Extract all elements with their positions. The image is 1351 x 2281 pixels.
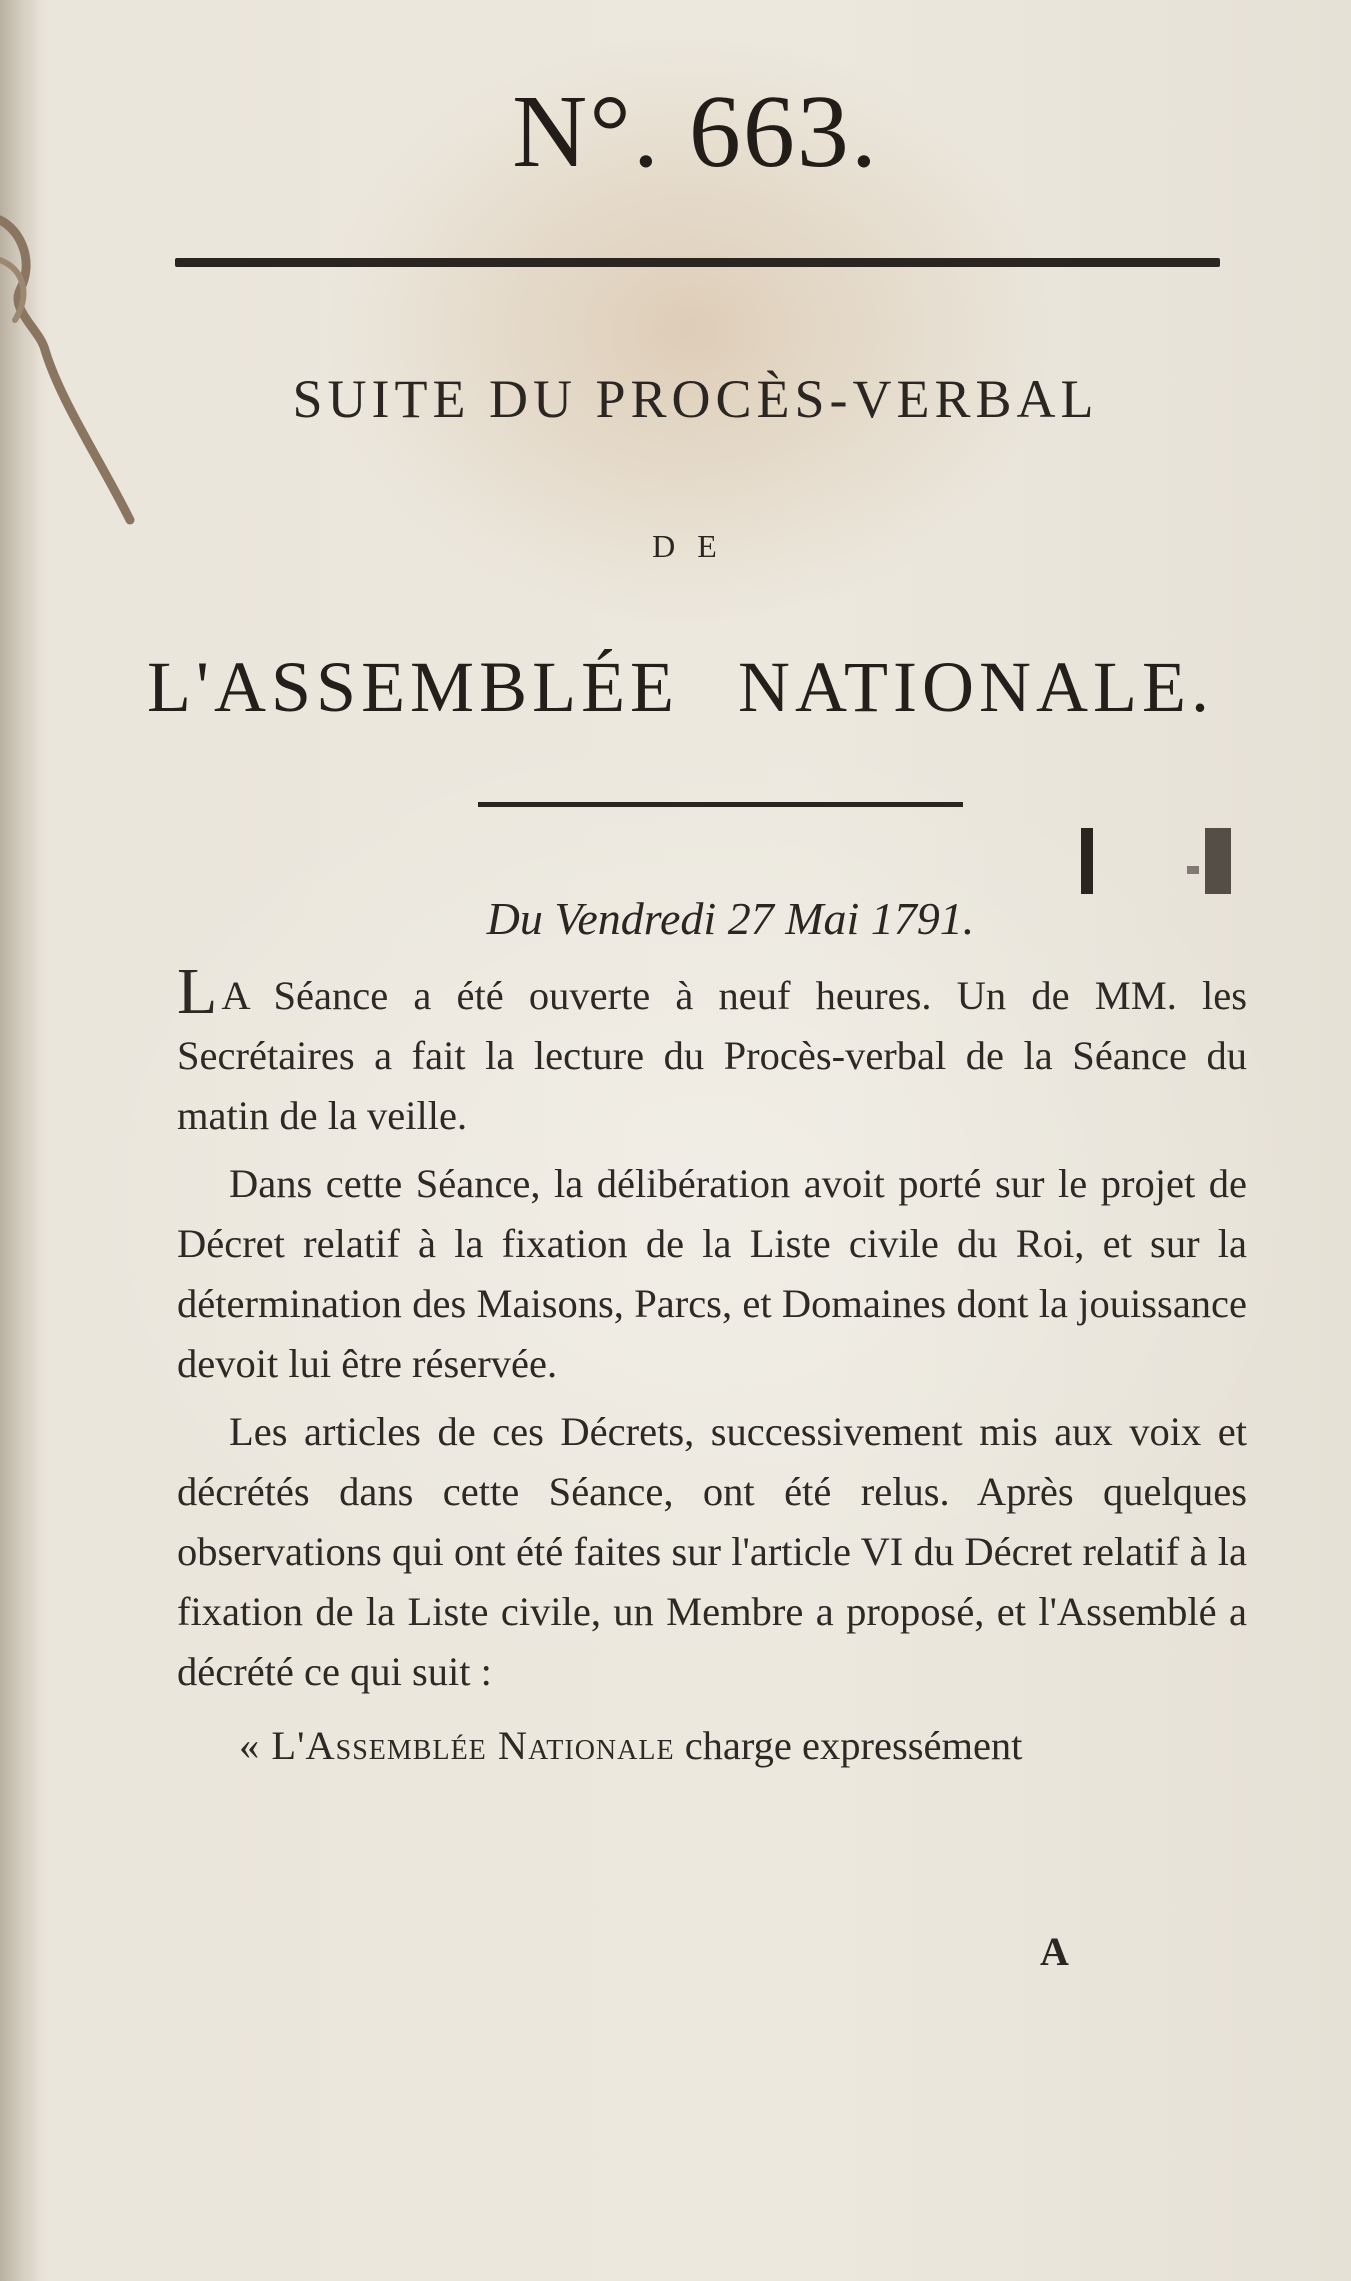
issue-number: N°. 663. (512, 74, 879, 189)
title-line-1: SUITE DU PROCÈS-VERBAL (292, 369, 1099, 429)
printer-marks (1075, 826, 1245, 896)
paragraph-1 (177, 955, 1247, 1146)
quote-opening: « L'Assemblée Nationale (239, 1723, 675, 1768)
signature-mark: A (1040, 1929, 1069, 1974)
middle-rule (478, 802, 963, 807)
binding-string (0, 200, 140, 530)
title-line-3: L'ASSEMBLÉE NATIONALE. (147, 647, 1214, 727)
minutes-text (177, 955, 1247, 1784)
paragraph-2: Dans cette Séance, la délibération avoit porté sur le projet de Décret relatif à la fixation de la Liste civile du Roi, et sur la détermination des Maisons, Parcs, et Domaines dont la jouissance devoit lui être réservée. (177, 1161, 1247, 1386)
session-date: Du Vendredi 27 Mai 1791. (486, 893, 975, 944)
drop-cap: L (177, 955, 218, 1028)
paragraph-3: Les articles de ces Décrets, successivement mis aux voix et décrétés dans cette Séance, ont été relus. Après quelques observations qui ont été faites sur l'article VI du Décret relatif à la fixation de la Liste civile, un Membre a proposé, et l'Assemblé a décrété ce qui suit : (177, 1409, 1247, 1694)
paragraph-quote (177, 1716, 1247, 1776)
title-line-2: DE (652, 528, 739, 564)
paragraph-1-text: A Séance a été ouverte à neuf heures. Un de MM. les Secrétaires a fait la lecture du Procès-verbal de la Séance du matin de la veille. (177, 973, 1247, 1138)
top-rule (175, 258, 1220, 267)
quote-text: charge expressément (674, 1723, 1023, 1768)
